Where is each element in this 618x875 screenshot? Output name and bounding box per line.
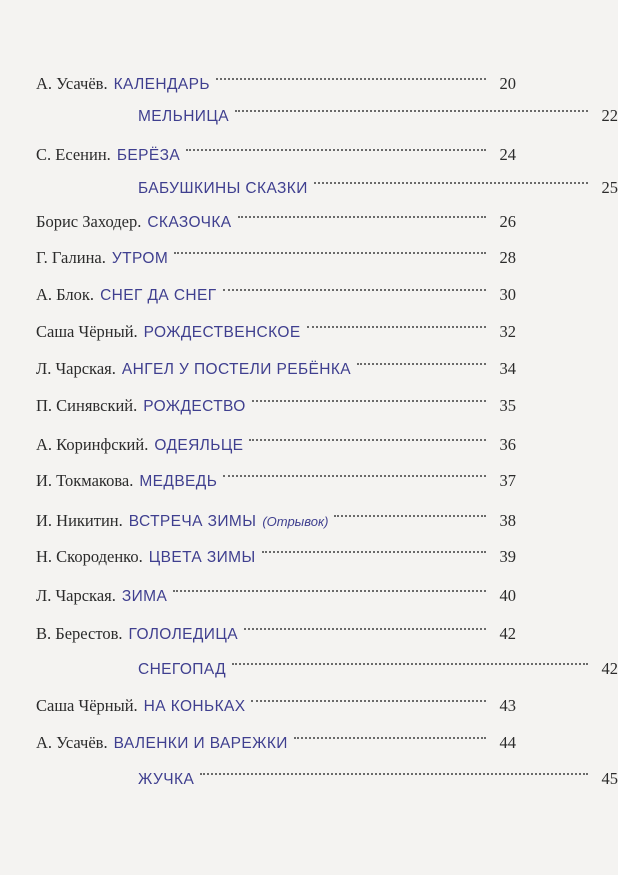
dot-leader <box>232 633 588 665</box>
toc-title: БАБУШКИНЫ СКАЗКИ <box>138 180 308 197</box>
toc-entry <box>36 454 516 490</box>
toc-page-number: 24 <box>499 145 516 164</box>
toc-title: ЖУЧКА <box>138 771 195 788</box>
dot-leader <box>294 707 486 739</box>
toc-title: УТРОМ <box>111 250 169 267</box>
toc-entry <box>36 89 618 125</box>
toc-entry <box>36 494 516 530</box>
toc-page-number: 35 <box>499 396 516 415</box>
toc-title: ВСТРЕЧА ЗИМЫ <box>128 513 257 530</box>
dot-leader <box>223 445 486 477</box>
toc-page-number: 32 <box>499 322 516 341</box>
toc-title: РОЖДЕСТВЕНСКОЕ <box>143 324 301 341</box>
toc-page-number: 43 <box>499 696 516 715</box>
toc-page-number: 28 <box>499 248 516 267</box>
dot-leader <box>216 48 486 80</box>
dot-leader <box>244 598 486 630</box>
dot-leader <box>174 222 486 254</box>
toc-entry <box>36 342 516 378</box>
toc-page-number: 40 <box>499 586 516 605</box>
toc-title: КАЛЕНДАРЬ <box>113 76 210 93</box>
toc-title: МЕДВЕДЬ <box>139 473 218 490</box>
toc-page-number: 34 <box>499 359 516 378</box>
dot-leader <box>251 670 486 702</box>
toc-page-number: 26 <box>499 212 516 231</box>
toc-title: ОДЕЯЛЬЦЕ <box>154 437 244 454</box>
toc-page-number: 42 <box>601 659 618 678</box>
toc-entry <box>36 752 618 788</box>
toc-author: Л. Чарская. <box>36 586 116 605</box>
toc-entry <box>36 379 516 415</box>
toc-page-number: 39 <box>499 547 516 566</box>
toc-entry <box>36 305 516 341</box>
toc-title: ЦВЕТА ЗИМЫ <box>148 549 256 566</box>
toc-page-number: 38 <box>499 511 516 530</box>
toc-page-number: 37 <box>499 471 516 490</box>
toc-title: СНЕГОПАД <box>138 661 226 678</box>
toc-entry <box>36 195 516 231</box>
toc-title: ГОЛОЛЕДИЦА <box>128 626 238 643</box>
toc-entry <box>36 716 516 752</box>
toc-entry <box>36 569 516 605</box>
toc-author: Г. Галина. <box>36 248 106 267</box>
toc-page-number: 42 <box>499 624 516 643</box>
toc-title: СКАЗОЧКА <box>147 214 232 231</box>
toc-author: И. Токмакова. <box>36 471 134 490</box>
toc-page-number: 22 <box>601 106 618 125</box>
toc-entry <box>36 642 618 678</box>
toc-title: ЗИМА <box>121 588 168 605</box>
toc-author: Саша Чёрный. <box>36 696 138 715</box>
dot-leader <box>238 186 486 218</box>
toc-title: ВАЛЕНКИ И ВАРЕЖКИ <box>113 735 288 752</box>
toc-note: (Отрывок) <box>262 514 329 529</box>
toc-author: А. Блок. <box>36 285 95 304</box>
toc-title: СНЕГ ДА СНЕГ <box>100 287 217 304</box>
toc-author: В. Берестов. <box>36 624 123 643</box>
toc-author: А. Коринфский. <box>36 435 149 454</box>
toc-author: А. Усачёв. <box>36 74 108 93</box>
toc-page-number: 25 <box>601 178 618 197</box>
toc-entry <box>36 530 516 566</box>
dot-leader <box>252 370 486 402</box>
toc-entry <box>36 231 516 267</box>
dot-leader <box>307 296 486 328</box>
toc-entry <box>36 268 516 304</box>
toc-author: С. Есенин. <box>36 145 111 164</box>
toc-entry <box>36 418 516 454</box>
toc-title: БЕРЁЗА <box>116 147 181 164</box>
toc-author: Борис Заходер. <box>36 212 142 231</box>
toc-title: АНГЕЛ У ПОСТЕЛИ РЕБЁНКА <box>121 361 352 378</box>
dot-leader <box>235 80 588 112</box>
toc-page-number: 44 <box>499 733 516 752</box>
dot-leader <box>173 560 486 592</box>
toc-page-number: 36 <box>499 435 516 454</box>
dot-leader <box>200 743 588 775</box>
toc-title: РОЖДЕСТВО <box>143 398 246 415</box>
toc-author: И. Никитин. <box>36 511 123 530</box>
toc-title: МЕЛЬНИЦА <box>138 108 229 125</box>
dot-leader <box>262 521 486 553</box>
toc-author: П. Синявский. <box>36 396 138 415</box>
toc-page-number: 30 <box>499 285 516 304</box>
toc-author: Л. Чарская. <box>36 359 116 378</box>
dot-leader <box>223 259 486 291</box>
dot-leader <box>314 152 588 184</box>
toc-author: А. Усачёв. <box>36 733 108 752</box>
toc-page-number: 45 <box>601 769 618 788</box>
toc-entry <box>36 679 516 715</box>
toc-author: Саша Чёрный. <box>36 322 138 341</box>
dot-leader <box>334 485 486 517</box>
dot-leader <box>249 409 486 441</box>
dot-leader <box>357 333 486 365</box>
toc-author: Н. Скороденко. <box>36 547 143 566</box>
dot-leader <box>186 119 486 151</box>
toc-page-number: 20 <box>499 74 516 93</box>
toc-title: НА КОНЬКАХ <box>143 698 246 715</box>
